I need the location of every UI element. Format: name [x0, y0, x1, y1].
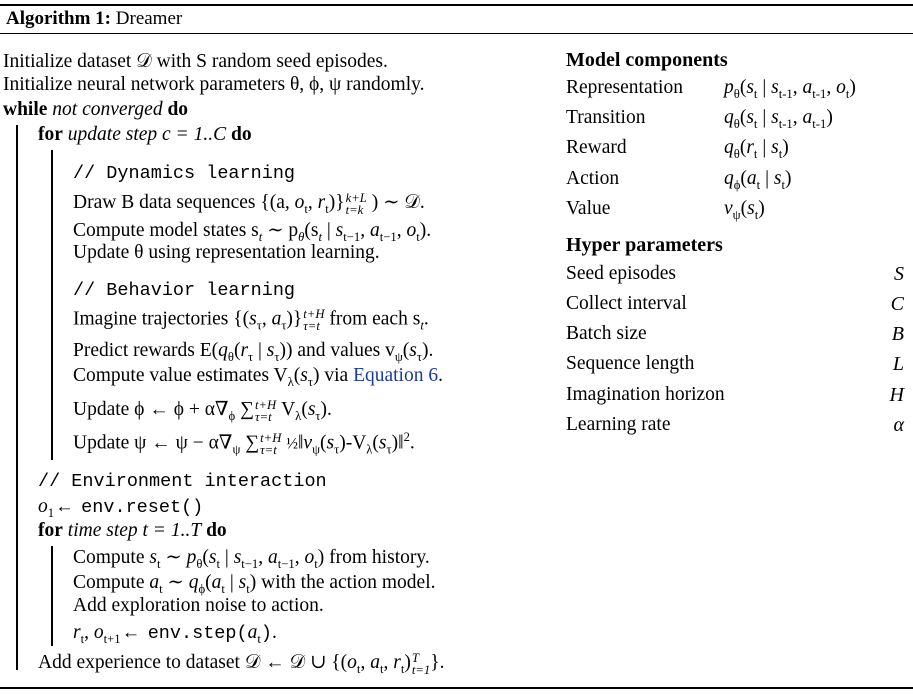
top-rule — [0, 4, 913, 6]
env-step-line: $r_t$, $o_{t+1}$ ← $env.step(a_t)$. — [73, 622, 277, 646]
header-rule — [0, 33, 913, 34]
predict-line: Predict rewards $E(q_\theta(r_\tau$ | $s_\tau$)) and values $v_\psi(s_\tau)$. — [73, 340, 434, 364]
component-label-value: Value — [566, 198, 611, 219]
do-keyword-time: do — [206, 520, 227, 541]
time-loop-bar — [51, 546, 53, 646]
while-body-bar — [16, 125, 18, 670]
exploration-noise-line: Add exploration noise to action. — [73, 595, 324, 616]
algorithm-title-label: Algorithm 1: — [6, 8, 112, 29]
component-label-transition: Transition — [566, 107, 646, 128]
env-reset-line: $o_1$ ← env.reset() — [38, 496, 204, 520]
model-components-heading: Model components — [566, 49, 728, 71]
update-theta-line: Update θ using representation learning. — [73, 242, 380, 263]
add-experience-line: Add experience to dataset 𝒟 ← 𝒟 ∪ {($o_t$, $a_t$, $r_t)T$ t=1}. — [38, 650, 445, 677]
bottom-rule — [0, 687, 913, 689]
while-keyword: while — [3, 99, 48, 120]
hp-symbol-seed-episodes: S — [894, 263, 904, 285]
hp-label-collect-interval: Collect interval — [566, 293, 687, 314]
update-phi-line: Update ϕ ← $\phi + \alpha\nabla_\phi$ ∑t+H τ=t $V_\lambda(s_\tau)$. — [73, 397, 332, 424]
hp-symbol-collect-interval: C — [890, 293, 904, 315]
draw-sequences-line: Draw B data sequences {(a, $o_t$, $r_t)\}k+L$ t=k ) ∼ 𝒟. — [73, 190, 425, 217]
update-psi-line: Update ψ ← $\psi - \alpha\nabla_\psi$ ∑t+H τ=t $\frac{1}{2}‖v_\psi(s_\tau)-V_\lambda(s_\tau)‖^2$. — [73, 430, 415, 458]
hyper-parameters-heading: Hyper parameters — [566, 234, 723, 256]
compute-action-line: Compute $a_t$ ∼ $q_\phi(a_t$ | $s_t$) with the action model. — [73, 572, 436, 596]
while-line — [3, 99, 188, 121]
update-loop-bar — [51, 150, 53, 460]
component-expr-value: $v_\psi(s_t)$ — [724, 198, 765, 222]
component-label-action: Action — [566, 168, 620, 189]
for-update-line — [38, 124, 252, 146]
do-keyword: do — [167, 99, 189, 120]
component-expr-action: $q_\phi(a_t$ | $s_t$) — [724, 168, 792, 192]
for-keyword: for — [38, 124, 63, 145]
init-dataset-line: Initialize dataset 𝒟 with S random seed episodes. — [3, 51, 388, 72]
component-expr-representation: $p_\theta(s_t$ | $s_{t-1}$, $a_{t-1}$, $o_t$) — [724, 77, 856, 101]
for-keyword-time: for — [38, 520, 63, 541]
update-step-condition: update step c = 1..C — [67, 124, 227, 145]
hp-symbol-learning-rate: α — [893, 414, 904, 436]
algorithm-title-name: Dreamer — [115, 8, 183, 29]
hp-symbol-batch-size: B — [891, 323, 904, 345]
for-time-line — [38, 520, 227, 542]
hp-label-batch-size: Batch size — [566, 323, 647, 344]
value-estimate-line: Compute value estimates $V_\lambda(s_\tau)$ via Equation 6. — [73, 365, 443, 389]
time-step-condition: time step t = 1..T — [67, 520, 202, 541]
while-condition: not converged — [52, 99, 163, 120]
hp-label-learning-rate: Learning rate — [566, 414, 671, 435]
component-expr-transition: $q_\theta(s_t$ | $s_{t-1}$, $a_{t-1}$) — [724, 107, 833, 131]
hp-label-sequence-length: Sequence length — [566, 353, 695, 374]
hp-label-imagination-horizon: Imagination horizon — [566, 384, 725, 405]
hp-symbol-sequence-length: L — [892, 353, 904, 375]
component-label-representation: Representation — [566, 77, 683, 98]
algorithm-title — [6, 8, 182, 30]
component-expr-reward: $q_\theta(r_t$ | $s_t$) — [724, 137, 789, 161]
hp-label-seed-episodes: Seed episodes — [566, 263, 676, 284]
compute-state-history-line: Compute $s_t$ ∼ $p_\theta(s_t$ | $s_{t-1}$, $a_{t-1}$, $o_t$) from history. — [73, 547, 430, 571]
dynamics-comment: // Dynamics learning — [73, 163, 296, 184]
equation-6-link[interactable]: Equation 6 — [353, 365, 439, 386]
hp-symbol-imagination-horizon: H — [889, 384, 904, 406]
imagine-line: Imagine trajectories {($s_\tau$, $a_\tau)\}t+H$ τ=t from each $s_t$. — [73, 307, 429, 334]
component-label-reward: Reward — [566, 137, 627, 158]
environment-comment: // Environment interaction — [38, 471, 327, 492]
do-keyword-update: do — [230, 124, 252, 145]
behavior-comment: // Behavior learning — [73, 280, 296, 301]
init-params-line: Initialize neural network parameters θ, ϕ, ψ randomly. — [3, 74, 425, 95]
compute-states-line: Compute model states $s_t$ ∼ $p_\theta(s_t$ | $s_{t-1}$, $a_{t-1}$, $o_t$). — [73, 220, 432, 244]
